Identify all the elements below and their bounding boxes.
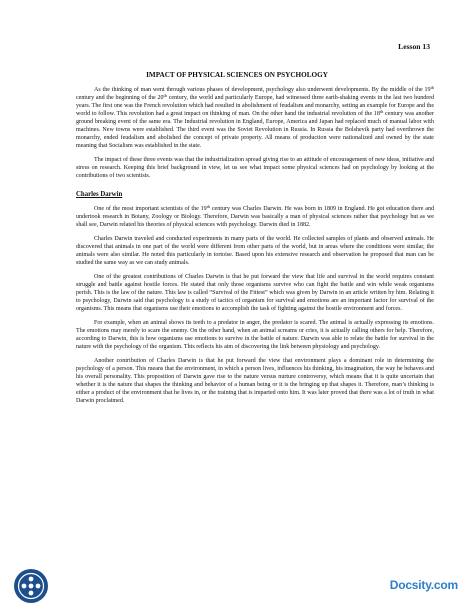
darwin-paragraph-1: One of the most important scientists of the 19th century was Charles Darwin. He was born in 1809 in England. He got education there and undertook research in Botany, Zoology or Biology. Therefore, Darwin was basically a man of physical sciences rather that psychology but as we shall see, Darwin related his theories of physical sciences with psychology. Darwin died in 1882.	[76, 204, 434, 229]
intro-paragraph-1: As the thinking of man went through various phases of development, psychology also underwent developments. By the middle of the 19th century and the beginning of the 20th century, the world and particularly Europe, had witnessed three earth-shaking events in the last two hundred years. The first one was the French revolution which had resulted in abolishment of feudalism and monarchy, setting an example for Europe and the world to follow. This revolution had a great impact on thinking of man. On the other hand the industrial revolution of the 18th century was another ground breaking event of the same era. The Industrial revolution in England, Europe, America and Japan had replaced much of manual labor with machines. New towns were established. The third event was the Soviet Revolution in Russia. In Russia the Bolshevik party had overthrown the monarchy, ended feudalism and abolished the concept of private property. All means of production were nationalized and owned by the state meaning that Socialism was established in the state.	[76, 84, 435, 150]
docsity-watermark: Docsity.com	[389, 578, 458, 592]
section-heading: Charles Darwin	[76, 191, 123, 199]
page-title: IMPACT OF PHYSICAL SCIENCES ON PSYCHOLOGY	[146, 71, 328, 79]
darwin-paragraph-5: Another contribution of Charles Darwin is that he put forward the view that environment plays a dominant role in determining the psychology of a person. This means that the environment, in which a person lives, influences his thinking, his imagination, the way he behaves and his overall personality. This proposition of Darwin gave rise to the nature versus nurture controversy, which means that it is quite uncertain that whether it is the nature that shapes the thinking and behavior of a human being or it is the bringing up that shapes it. Therefore, man’s thinking is either a product of the environment that he lives in, or the training that is imparted onto him. It was later proved that there was a lot of truth in what Darwin proclaimed.	[76, 358, 434, 405]
darwin-paragraph-3: One of the greatest contributions of Charles Darwin is that he put forward the view that life and survival in the world requires constant struggle and battle against hostile forces. He stated that only those organisms survive who can fight the battle and win while weak organisms perish. This is the law of the nature. This law is called “Survival of the Fittest” which was given by Darwin in an article written by him. Relating it to psychology, Darwin said that psychology is a study of tactics of organism for survival and emotions are an important factor for survival of the organisms. This means that organisms use their emotions to accomplish the task of fighting against the hostile environment and forces.	[76, 274, 434, 313]
intro-paragraph-2: The impact of these three events was that the industrialization spread giving rise to an attitude of encouragement of new ideas, initiative and stress on research. Keeping this brief background in view, let us see what impact some physical sciences had on psychology by looking at the contributions of two scientists.	[76, 157, 434, 180]
document-body	[76, 86, 434, 411]
lesson-number: Lesson 13	[398, 42, 430, 51]
darwin-paragraph-4: For example, when an animal shows its teeth to a predator in anger, the predator is scared. The animal is actually expressing its emotions. The emotions may merely to scare the enemy. On the other hand, when an animal screams or cries, it is actually calling others for help. Therefore, according to Darwin, this is how organisms use emotions to survive in the battle of nature. Darwin was able to relate the battle for survival in the nature with the psychology of the organism. This reflects his aim of discovering the link between physiology and psychology.	[76, 320, 434, 351]
darwin-paragraph-2: Charles Darwin traveled and conducted experiments in many parts of the world. He collected samples of plants and observed animals. He discovered that animals in one part of the world were different from other parts of the world, but in areas where the conditions were similar, the animals were also similar. He noted this particularly in tortoise. Based upon his extensive research and observation he proposed that man can be studied the same way as we can study animals.	[76, 236, 434, 267]
university-logo	[12, 566, 50, 606]
